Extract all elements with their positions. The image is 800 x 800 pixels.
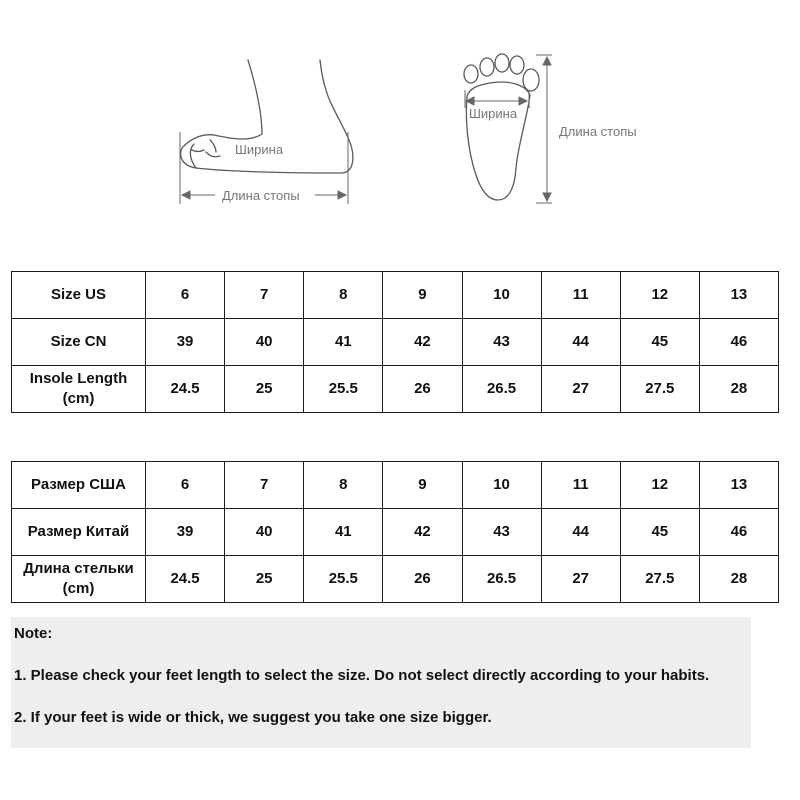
table-cell: 9 bbox=[383, 272, 462, 319]
table-cell: 27 bbox=[541, 366, 620, 413]
table-cell: 45 bbox=[620, 509, 699, 556]
row-header: Размер Китай bbox=[12, 509, 146, 556]
table-cell: 10 bbox=[462, 462, 541, 509]
row-header-line: (cm) bbox=[62, 580, 95, 597]
row-header: Size US bbox=[12, 272, 146, 319]
table-cell: 40 bbox=[225, 319, 304, 366]
table-cell: 43 bbox=[462, 509, 541, 556]
table-cell: 9 bbox=[383, 462, 462, 509]
table-cell: 12 bbox=[620, 462, 699, 509]
table-cell: 13 bbox=[699, 272, 778, 319]
table-cell: 8 bbox=[304, 462, 383, 509]
table-cell: 8 bbox=[304, 272, 383, 319]
table-cell: 40 bbox=[225, 509, 304, 556]
table-cell: 28 bbox=[699, 366, 778, 413]
table-cell: 46 bbox=[699, 319, 778, 366]
table-cell: 6 bbox=[146, 462, 225, 509]
side-length-label: Длина стопы bbox=[222, 188, 300, 203]
foot-measurement-illustration bbox=[0, 0, 800, 240]
table-row bbox=[12, 319, 779, 366]
table-cell: 26 bbox=[383, 556, 462, 603]
table-cell: 7 bbox=[225, 272, 304, 319]
table-cell: 11 bbox=[541, 272, 620, 319]
table-cell: 39 bbox=[146, 509, 225, 556]
row-header-line: Insole Length bbox=[29, 370, 128, 387]
table-cell: 10 bbox=[462, 272, 541, 319]
size-chart-russian bbox=[11, 461, 779, 603]
size-chart-english bbox=[11, 271, 779, 413]
row-header bbox=[12, 556, 146, 603]
table-cell: 25.5 bbox=[304, 366, 383, 413]
table-cell: 39 bbox=[146, 319, 225, 366]
row-header bbox=[12, 366, 146, 413]
table-cell: 28 bbox=[699, 556, 778, 603]
table-cell: 43 bbox=[462, 319, 541, 366]
table-row bbox=[12, 556, 779, 603]
table-cell: 41 bbox=[304, 319, 383, 366]
table-cell: 42 bbox=[383, 509, 462, 556]
row-header-line: (cm) bbox=[62, 390, 95, 407]
sole-width-label: Ширина bbox=[469, 106, 518, 121]
note-title: Note: bbox=[14, 625, 53, 642]
table-cell: 24.5 bbox=[146, 556, 225, 603]
table-cell: 25 bbox=[225, 366, 304, 413]
table-cell: 46 bbox=[699, 509, 778, 556]
row-header: Size CN bbox=[12, 319, 146, 366]
table-cell: 45 bbox=[620, 319, 699, 366]
foot-sole-view bbox=[464, 54, 539, 200]
table-row bbox=[12, 272, 779, 319]
table-cell: 24.5 bbox=[146, 366, 225, 413]
table-cell: 13 bbox=[699, 462, 778, 509]
table-cell: 26.5 bbox=[462, 556, 541, 603]
sole-length-label: Длина стопы bbox=[559, 124, 637, 139]
table-cell: 11 bbox=[541, 462, 620, 509]
table-cell: 26.5 bbox=[462, 366, 541, 413]
table-row bbox=[12, 462, 779, 509]
row-header: Размер США bbox=[12, 462, 146, 509]
table-cell: 44 bbox=[541, 319, 620, 366]
table-cell: 27 bbox=[541, 556, 620, 603]
table-row bbox=[12, 366, 779, 413]
table-row bbox=[12, 509, 779, 556]
table-cell: 41 bbox=[304, 509, 383, 556]
table-cell: 44 bbox=[541, 509, 620, 556]
table-cell: 7 bbox=[225, 462, 304, 509]
table-cell: 25.5 bbox=[304, 556, 383, 603]
note-line-1: 1. Please check your feet length to select the size. Do not select directly according to your habits. bbox=[14, 667, 710, 684]
table-cell: 12 bbox=[620, 272, 699, 319]
note-box bbox=[11, 617, 751, 748]
side-width-label: Ширина bbox=[235, 142, 284, 157]
table-cell: 27.5 bbox=[620, 556, 699, 603]
table-cell: 26 bbox=[383, 366, 462, 413]
row-header-line: Длина стельки bbox=[23, 560, 134, 577]
table-cell: 6 bbox=[146, 272, 225, 319]
table-cell: 25 bbox=[225, 556, 304, 603]
table-cell: 27.5 bbox=[620, 366, 699, 413]
table-cell: 42 bbox=[383, 319, 462, 366]
note-line-2: 2. If your feet is wide or thick, we suggest you take one size bigger. bbox=[14, 709, 492, 726]
